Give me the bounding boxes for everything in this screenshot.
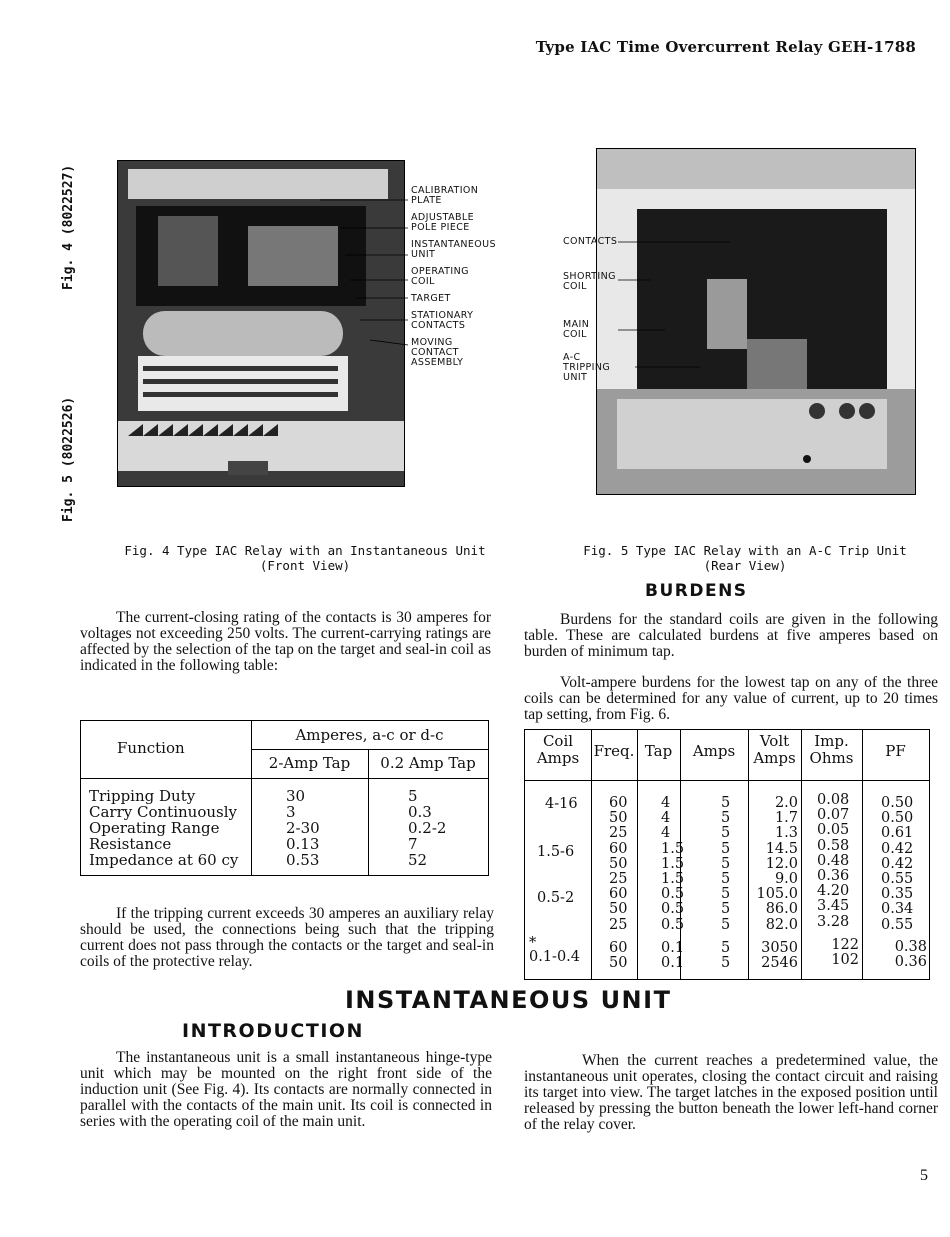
table-cell: 0.1 xyxy=(661,955,685,972)
table-cell: 0.5 xyxy=(661,916,685,933)
burdens-paragraph: Burdens for the standard coils are given in the following table. These are calculated burdens at five amperes based on burden of minimum tap. xyxy=(524,611,938,660)
fig4-callout-moving-contact-assembly: MOVING CONTACT ASSEMBLY xyxy=(411,337,464,368)
table-cell: Carry Continuously xyxy=(89,803,237,821)
table-cell: 0.2-2 xyxy=(408,819,447,837)
table-cell: 0.42 xyxy=(881,840,914,857)
fig4-callout-instantaneous-unit: INSTANTANEOUS UNIT xyxy=(411,239,496,260)
table-cell: 3.45 xyxy=(817,898,850,915)
table-cell: 0.07 xyxy=(817,807,850,824)
burdens-header-volt-amps: Volt Amps xyxy=(753,732,796,767)
table-cell: 0.34 xyxy=(881,901,914,918)
table-cell: 0.50 xyxy=(881,810,914,827)
table-cell: 0.1 xyxy=(661,939,685,956)
burdens-tap-column xyxy=(661,796,684,971)
table-cell: 4 xyxy=(661,810,671,827)
burdens-table xyxy=(524,729,930,980)
fig4-callout-stationary-contacts: STATIONARY CONTACTS xyxy=(411,310,474,331)
table-cell: Operating Range xyxy=(89,819,220,837)
fig4-side-label: Fig. 4 (8022527) xyxy=(61,164,76,290)
table-cell: 0.53 xyxy=(286,851,320,869)
table-cell: 5 xyxy=(721,871,731,888)
table-cell: 12.0 xyxy=(765,855,798,872)
introduction-heading: INTRODUCTION xyxy=(182,1020,364,1042)
table-cell: 4 xyxy=(661,825,671,842)
table-cell: 4.20 xyxy=(817,883,850,900)
table-cell: 0.55 xyxy=(881,871,914,888)
table-cell: 5 xyxy=(721,825,731,842)
burdens-imp-ohms-column-star xyxy=(801,938,859,968)
fig4-leader-lines xyxy=(300,180,415,380)
table-cell: 86.0 xyxy=(765,901,798,918)
table-cell: 14.5 xyxy=(765,840,798,857)
contact-rating-paragraph: The current-closing rating of the contacts is 30 amperes for voltages not exceeding 250 volts. The current-carrying ratings are affected by the selection of the tap on the target and seal-in coil as indicated in the following table: xyxy=(80,609,491,674)
table-cell: 5 xyxy=(721,955,731,972)
fig5-caption-line1: Fig. 5 Type IAC Relay with an A-C Trip Unit xyxy=(583,543,907,558)
table-cell: 5 xyxy=(721,901,731,918)
table-cell: 82.0 xyxy=(765,916,798,933)
fig4-callout-adjustable-pole-piece: ADJUSTABLE POLE PIECE xyxy=(411,212,474,233)
table-header-function: Function xyxy=(117,739,185,757)
burdens-coil-label: 4-16 xyxy=(545,796,578,812)
table-cell: 1.3 xyxy=(774,825,798,842)
table-cell: 5 xyxy=(721,886,731,903)
table-cell: 0.3 xyxy=(408,803,432,821)
instantaneous-intro-paragraph: The instantaneous unit is a small instantaneous hinge-type unit which may be mounted on the right front side of the induction unit (See Fig. 4). Its contacts are normally connected in parallel with the contacts of the main unit. Its coil is connected in series with the operating coil of the main unit. xyxy=(80,1049,492,1130)
table-cell: 25 xyxy=(609,871,628,888)
table-cell: 25 xyxy=(609,916,628,933)
table-cell: 5 xyxy=(721,916,731,933)
burdens-header-amps: Amps xyxy=(692,742,736,760)
table-cell: 5 xyxy=(721,840,731,857)
table-cell: Resistance xyxy=(89,835,172,853)
fig5-callout-ac-tripping-unit: A-C TRIPPING UNIT xyxy=(563,352,611,383)
table-cell: 4 xyxy=(661,795,671,811)
table-cell: 50 xyxy=(609,955,628,972)
table-cell: 1.5 xyxy=(661,855,685,872)
burdens-imp-ohms-column xyxy=(817,793,849,930)
table-cell: 7 xyxy=(408,835,418,853)
table-2amp-column xyxy=(286,788,320,868)
table-cell: 0.58 xyxy=(817,837,850,854)
table-cell: 0.38 xyxy=(894,939,927,955)
fig4-callout-target: TARGET xyxy=(411,293,451,304)
burdens-coil-label: 1.5-6 xyxy=(537,844,575,860)
fig4-callout-operating-coil: OPERATING COIL xyxy=(411,266,469,287)
table-cell: 60 xyxy=(609,840,628,857)
table-cell: 9.0 xyxy=(774,871,798,888)
table-cell: 2546 xyxy=(761,955,798,972)
table-cell: 0.61 xyxy=(881,825,914,842)
fig5-side-label: Fig. 5 (8022526) xyxy=(61,396,76,522)
table-cell: 5 xyxy=(408,787,418,805)
instantaneous-unit-heading: INSTANTANEOUS UNIT xyxy=(345,986,672,1014)
table-cell: 5 xyxy=(721,795,731,811)
table-header-02amp: 0.2 Amp Tap xyxy=(368,749,488,779)
burdens-header-imp-ohms: Imp. Ohms xyxy=(809,732,854,767)
fig5-callout-shorting-coil: SHORTING COIL xyxy=(563,271,616,292)
burdens-pf-column xyxy=(881,796,913,933)
page-header: Type IAC Time Overcurrent Relay GEH-1788 xyxy=(535,38,916,56)
burdens-volt-amps-column xyxy=(748,796,798,971)
burdens-header-freq: Freq. xyxy=(593,742,635,760)
burdens-coil-label: * 0.1-0.4 xyxy=(529,935,581,965)
fig5-callout-contacts: CONTACTS xyxy=(563,236,618,247)
page-number: 5 xyxy=(920,1167,928,1184)
table-cell: 5 xyxy=(721,810,731,827)
table-cell: 105.0 xyxy=(756,886,798,903)
burdens-header-tap: Tap xyxy=(644,742,673,760)
table-cell: 60 xyxy=(609,795,628,811)
table-cell: 30 xyxy=(286,787,306,805)
table-cell: 0.50 xyxy=(881,795,914,811)
table-cell: 0.5 xyxy=(661,901,685,918)
table-cell: 50 xyxy=(609,810,628,827)
table-cell: 0.5 xyxy=(661,886,685,903)
table-cell: 2-30 xyxy=(286,819,320,837)
table-02amp-column xyxy=(408,788,446,868)
table-cell: 102 xyxy=(831,952,859,969)
table-cell: 25 xyxy=(609,825,628,842)
table-cell: 0.55 xyxy=(881,916,914,933)
fig5-callout-main-coil: MAIN COIL xyxy=(563,319,590,340)
table-cell: 1.5 xyxy=(661,840,685,857)
burdens-header-pf: PF xyxy=(885,742,906,760)
table-cell: 0.48 xyxy=(817,852,850,869)
fig4-callout-calibration-plate: CALIBRATION PLATE xyxy=(411,185,479,206)
table-header-amperes: Amperes, a-c or d-c xyxy=(251,721,488,750)
table-cell: 0.05 xyxy=(817,822,850,839)
fig4-caption xyxy=(100,543,510,573)
burdens-coil-label: 0.5-2 xyxy=(537,890,575,906)
table-cell: 0.35 xyxy=(881,886,914,903)
table-cell: 1.5 xyxy=(661,871,685,888)
fig4-caption-line2: (Front View) xyxy=(259,558,351,573)
burdens-amps-column xyxy=(721,796,730,971)
volt-ampere-paragraph: Volt-ampere burdens for the lowest tap on any of the three coils can be determined for any value of current, up to 20 times tap setting, from Fig. 6. xyxy=(524,674,938,723)
table-cell: 52 xyxy=(408,851,428,869)
burdens-heading: BURDENS xyxy=(645,581,748,601)
fig5-leader-lines xyxy=(590,230,740,390)
burdens-pf-column-star xyxy=(862,940,927,970)
burdens-freq-column xyxy=(609,796,627,971)
table-cell: 50 xyxy=(609,901,628,918)
table-cell: 3 xyxy=(286,803,296,821)
table-cell: 0.36 xyxy=(817,868,850,885)
table-cell: 0.13 xyxy=(286,835,320,853)
table-cell: 60 xyxy=(609,939,628,956)
table-cell: 5 xyxy=(721,855,731,872)
instantaneous-operation-paragraph: When the current reaches a predetermined value, the instantaneous unit operates, closing the contact circuit and raising its target into view. The target latches in the exposed position until released by pressing the button beneath the lower left-hand corner of the relay cover. xyxy=(524,1052,938,1133)
auxiliary-relay-paragraph: If the tripping current exceeds 30 amperes an auxiliary relay should be used, the connections being such that the tripping current does not pass through the contacts or the target and seal-in coils of the protective relay. xyxy=(80,905,494,970)
table-cell: 60 xyxy=(609,886,628,903)
table-cell: Tripping Duty xyxy=(89,787,196,805)
contact-rating-table xyxy=(80,720,489,876)
table-cell: 0.42 xyxy=(881,855,914,872)
table-cell: 0.36 xyxy=(894,954,927,971)
fig5-caption xyxy=(545,543,945,573)
table-cell: 50 xyxy=(609,855,628,872)
table-header-2amp: 2-Amp Tap xyxy=(251,749,369,779)
fig4-caption-line1: Fig. 4 Type IAC Relay with an Instantaneous Unit xyxy=(124,543,486,558)
table-cell: 5 xyxy=(721,939,731,956)
table-cell: 3.28 xyxy=(817,913,850,930)
table-cell: 122 xyxy=(831,937,859,953)
burdens-header-coil-amps: Coil Amps xyxy=(536,732,580,767)
table-cell: 0.08 xyxy=(817,792,850,808)
fig5-caption-line2: (Rear View) xyxy=(703,558,787,573)
table-cell: 1.7 xyxy=(774,810,798,827)
table-function-column xyxy=(89,788,238,868)
table-cell: 2.0 xyxy=(774,795,798,811)
table-cell: Impedance at 60 cy xyxy=(89,851,239,869)
table-cell: 3050 xyxy=(761,939,798,956)
